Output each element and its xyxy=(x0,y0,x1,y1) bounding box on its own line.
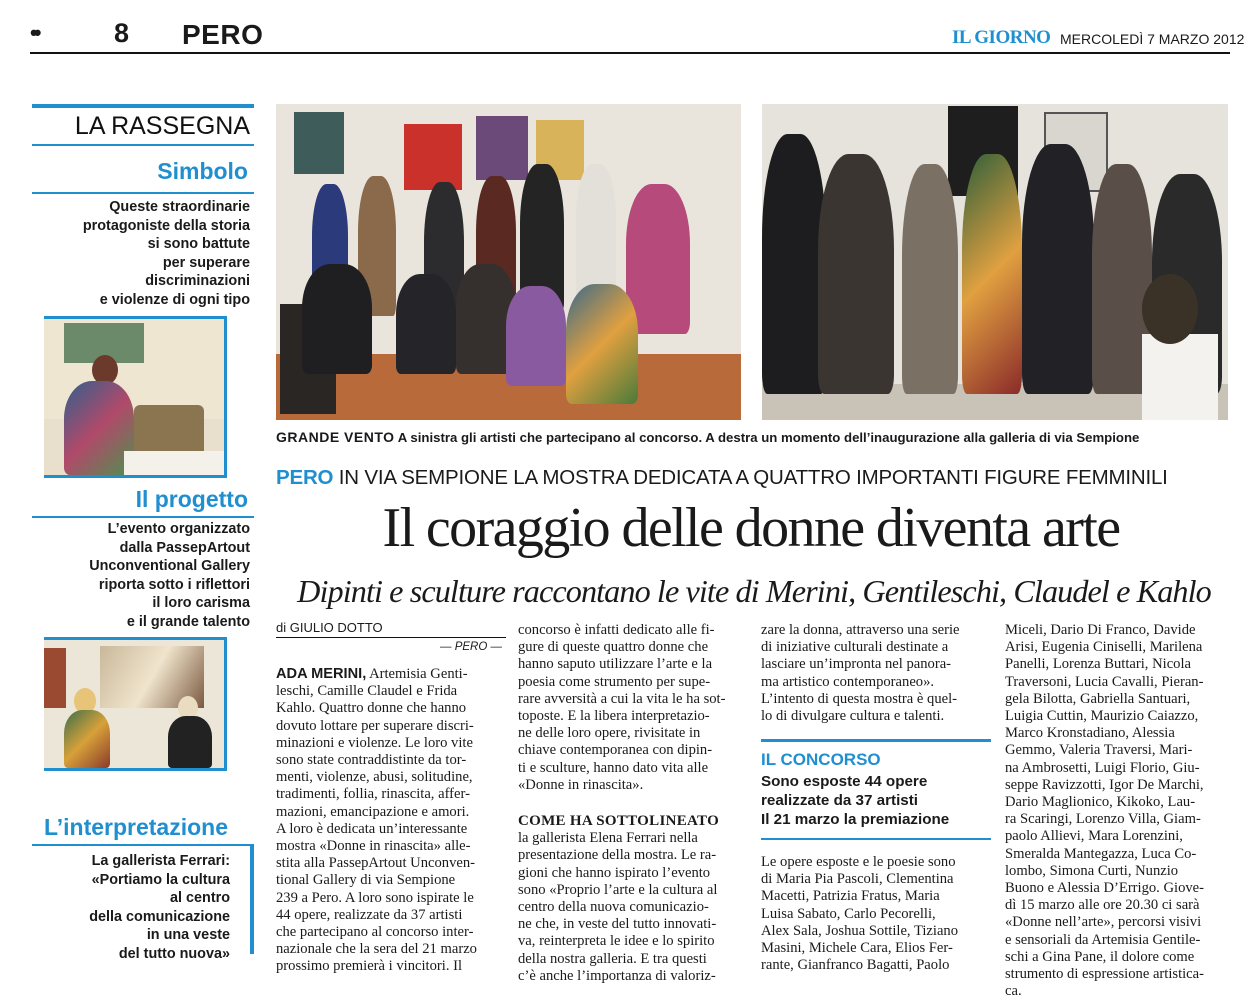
text-line: Queste straordinarie xyxy=(109,199,250,215)
text-line: tradimenti, follia, rinascita, affer- xyxy=(276,786,470,803)
text-line: ti e sculture, hanno dato vita alle xyxy=(518,759,709,776)
kicker-text: IN VIA SEMPIONE LA MOSTRA DEDICATA A QUATTRO IMPORTANTI FIGURE FEMMINILI xyxy=(338,466,1168,489)
text-line: «Donne in rinascita». xyxy=(518,776,644,793)
box-text xyxy=(761,772,991,829)
photo-person xyxy=(962,154,1022,394)
text-line: paolo Allievi, Mara Lorenzini, xyxy=(1005,828,1183,845)
text-line: di Maria Pia Pascoli, Clementina xyxy=(761,871,954,888)
text-line: si sono battute xyxy=(147,236,250,252)
text-line: rante, Gianfranco Bagatti, Paolo xyxy=(761,957,950,974)
text-line: discriminazioni xyxy=(145,273,250,289)
sidebar-text-progetto xyxy=(32,520,254,631)
text-line: lombo, Simona Curti, Nunzio xyxy=(1005,862,1179,879)
header-dots: •• xyxy=(30,20,38,45)
text-line: in una veste xyxy=(146,927,230,943)
text-line: dalla PassepArtout xyxy=(119,539,250,556)
text-line: Traversoni, Lucia Cavalli, Pieran- xyxy=(1005,673,1204,690)
subheadline: Dipinti e sculture raccontano le vite di Merini, Gentileschi, Claudel e Kahlo xyxy=(297,573,1211,609)
column-4 xyxy=(1005,622,1227,1000)
text-line: ra Scaringi, Lorenzo Villa, Giam- xyxy=(1005,811,1201,828)
sidebar-text-interpretazione xyxy=(32,852,234,963)
text-line: protagoniste della storia xyxy=(82,217,250,234)
byline: di GIULIO DOTTO xyxy=(276,620,383,635)
text-line: «Donne nell’arte», percorsi visivi xyxy=(1005,914,1202,931)
paper-name: IL GIORNO xyxy=(952,27,1051,48)
text-line: Buono e Alessia D’Errigo. Giove- xyxy=(1005,880,1205,897)
text-line: leschi, Camille Claudel e Frida xyxy=(276,683,458,700)
divider xyxy=(32,192,254,194)
text-line: Smeralda Mantegazza, Luca Co- xyxy=(1005,845,1197,862)
text-line: concorso è infatti dedicato alle fi- xyxy=(518,622,715,638)
text-line: La gallerista Ferrari: xyxy=(91,853,230,869)
sidebar-text-simbolo xyxy=(32,198,254,309)
dateline: — PERO — xyxy=(440,641,502,653)
text-line: strumento di espressione artistica- xyxy=(1005,966,1204,983)
photo-person xyxy=(1022,144,1094,394)
text-line: tional Gallery di via Sempione xyxy=(276,872,456,889)
text-line: Miceli, Dario Di Franco, Davide xyxy=(1005,622,1196,638)
text-line: poesia come strumento per supe- xyxy=(518,673,711,690)
sidebar-title-simbolo: Simbolo xyxy=(157,158,248,184)
text-line: la gallerista Elena Ferrari nella xyxy=(518,830,698,847)
kicker xyxy=(276,466,1236,490)
text-line: hanno saputo utilizzare l’arte e la xyxy=(518,656,713,673)
text-line: ca. xyxy=(1005,983,1022,1000)
text-line: che partecipano al concorso inter- xyxy=(276,924,474,941)
text-line: Arisi, Eugenia Ciniselli, Marilena xyxy=(1005,639,1203,656)
caption-label: GRANDE VENTO xyxy=(276,429,395,445)
column-3-text xyxy=(761,622,991,725)
text-line: dovuto lottare per superare discri- xyxy=(276,717,474,734)
box-top-rule xyxy=(761,739,991,742)
text-line: della nostra galleria. E tra questi xyxy=(518,950,707,967)
photo-sculpture-head xyxy=(1142,274,1198,344)
text-line: ne delle loro opere, rivisitate in xyxy=(518,725,701,742)
text-line: Artemisia Genti- xyxy=(366,666,468,682)
text-line: menti, violenze, abusi, solitudine, xyxy=(276,769,473,786)
text-line: va, reinterpreta le idee e lo spirito xyxy=(518,933,715,950)
text-line: 44 opere, realizzate da 37 artisti xyxy=(276,906,463,923)
text-line: il loro carisma xyxy=(152,595,250,611)
sidebar-photo-artist xyxy=(44,316,227,478)
page-header xyxy=(0,0,1260,62)
text-line: e il grande talento xyxy=(126,613,250,630)
box-label: IL CONCORSO xyxy=(761,750,881,769)
text-line: Il 21 marzo la premiazione xyxy=(761,811,950,828)
text-line: centro della nuova comunicazio- xyxy=(518,899,709,916)
sidebar-title-interpretazione: L’interpretazione xyxy=(43,814,228,840)
divider xyxy=(32,516,254,518)
text-line: riporta sotto i riflettori xyxy=(98,576,250,593)
column-3-continued xyxy=(761,854,991,984)
text-line: Alex Sala, Joshua Sottile, Tiziano xyxy=(761,922,959,939)
text-line: minazioni e violenze. Le loro vite xyxy=(276,734,473,751)
photo-person xyxy=(396,274,456,374)
text-line: sono state contraddistinte da tor- xyxy=(276,752,467,769)
photo-figure xyxy=(168,716,212,768)
photo-figure xyxy=(64,710,110,768)
column-3-text-b xyxy=(761,854,991,974)
text-line: toposte. E la libera interpretazio- xyxy=(518,708,710,725)
text-line: A loro è dedicata un’interessante xyxy=(276,820,468,837)
photo-person xyxy=(576,164,616,304)
text-line: Sono esposte 44 opere xyxy=(761,773,928,790)
text-line: e violenze di ogni tipo xyxy=(99,291,250,308)
text-line: Kahlo. Quattro donne che hanno xyxy=(276,700,467,717)
photo-person xyxy=(902,164,958,394)
sidebar-title-progetto: Il progetto xyxy=(135,486,248,512)
photo-inauguration xyxy=(762,104,1228,420)
column-1-text xyxy=(276,666,506,976)
text-line: Marco Kronstadiano, Alessia xyxy=(1005,725,1175,742)
text-line: zare la donna, attraverso una serie xyxy=(761,622,960,638)
text-line: lo di divulgare cultura e talenti. xyxy=(761,708,945,725)
text-line: al centro xyxy=(170,890,230,906)
photo-sculpture-plinth xyxy=(1142,334,1218,420)
text-line: 239 a Pero. A loro sono ispirate le xyxy=(276,889,474,906)
column-4-text xyxy=(1005,622,1227,1000)
photo-painting-left xyxy=(44,648,66,708)
text-line: schi a Gina Pane, il dolore come xyxy=(1005,948,1195,965)
photo-person xyxy=(302,264,372,374)
kicker-place: PERO xyxy=(276,466,334,489)
text-line: nazionale che la sera del 21 marzo xyxy=(276,941,477,958)
text-line: Dario Maglionico, Kikoko, Lau- xyxy=(1005,794,1196,811)
column-2-text xyxy=(518,622,746,985)
section-name: PERO xyxy=(182,19,264,50)
text-line: Luigia Cuttin, Maurizio Caiazzo, xyxy=(1005,708,1199,725)
headline: Il coraggio delle donne diventa arte xyxy=(382,497,1120,559)
text-line: stita alla PassepArtout Unconven- xyxy=(276,855,475,872)
text-line: seppe Ravizzotti, Igor De Marchi, xyxy=(1005,776,1204,793)
text-line: Le opere esposte e le poesie sono xyxy=(761,854,956,870)
text-line: ne che, in veste del tutto innovati- xyxy=(518,916,717,933)
photo-person xyxy=(506,286,566,386)
text-line: Unconventional Gallery xyxy=(89,558,250,574)
photo-person xyxy=(566,284,638,404)
divider xyxy=(32,844,254,846)
text-line: Macetti, Patrizia Fratus, Maria xyxy=(761,888,940,905)
text-line: L’intento di questa mostra è quel- xyxy=(761,690,958,707)
text-line: di iniziative culturali destinate a xyxy=(761,639,949,656)
photo-painting xyxy=(294,112,344,174)
text-line: mostra «Donne in rinascita» alle- xyxy=(276,838,471,855)
concorso-box xyxy=(761,739,991,833)
sidebar-heading: LA RASSEGNA xyxy=(32,104,254,144)
text-line: mazioni, emancipazione e amori. xyxy=(276,803,470,820)
box-bottom-rule xyxy=(761,838,991,840)
text-line: L’evento organizzato xyxy=(107,521,250,537)
text-line: Luisa Sabato, Carlo Pecorelli, xyxy=(761,905,936,922)
page-number: 8 xyxy=(114,18,130,48)
text-line: gure di queste quattro donne che xyxy=(518,639,709,656)
column-subhead: COME HA SOTTOLINEATO xyxy=(518,813,720,830)
text-line: Gemmo, Valeria Traversi, Mari- xyxy=(1005,742,1193,759)
text-line: ma artistico contemporaneo». xyxy=(761,673,935,690)
text-line: «Portiamo la cultura xyxy=(91,871,230,888)
lead-text: ADA MERINI, xyxy=(276,666,367,682)
photo-artists-group xyxy=(276,104,741,420)
text-line: chiave contemporanea con dipin- xyxy=(518,742,713,759)
column-1 xyxy=(276,666,506,975)
sidebar-photo-gallerist xyxy=(44,637,227,771)
text-line: e sensoriali da Artemisia Gentile- xyxy=(1005,931,1201,948)
text-line: na Ambrosetti, Luigi Florio, Giu- xyxy=(1005,759,1200,776)
text-line: prossimo premierà i vincitori. Il xyxy=(276,958,463,975)
text-line: sono «Proprio l’arte e la cultura al xyxy=(518,881,718,898)
photo-person xyxy=(626,184,690,334)
text-line: c’è anche l’importanza di valoriz- xyxy=(518,967,716,984)
photo-person xyxy=(762,134,826,394)
photo-plinth xyxy=(124,451,224,475)
text-line: del tutto nuova» xyxy=(118,945,230,962)
caption-text: A sinistra gli artisti che partecipano al concorso. A destra un momento dell’inaugurazione alla galleria di via Sempione xyxy=(397,430,1140,445)
text-line: della comunicazione xyxy=(89,908,230,925)
photo-sculpture xyxy=(134,405,204,457)
photo-painting xyxy=(476,116,528,180)
text-line: Masini, Michele Cara, Elios Fer- xyxy=(761,940,953,957)
text-line: rare avversità a cui la vita le ha sot- xyxy=(518,690,726,707)
text-line: Panelli, Lorenza Buttari, Nicola xyxy=(1005,656,1192,673)
text-line: gela Bilotta, Gabriella Santuari, xyxy=(1005,690,1191,707)
text-line: realizzate da 37 artisti xyxy=(761,792,919,809)
column-2 xyxy=(518,622,746,982)
header-rule xyxy=(30,52,1230,54)
text-line: gioni che hanno ispirato l’evento xyxy=(518,864,711,881)
photo-caption xyxy=(276,429,1236,445)
divider xyxy=(32,144,254,146)
text-line: presentazione della mostra. Le ra- xyxy=(518,847,717,864)
photo-painting xyxy=(404,124,462,190)
photo-person xyxy=(818,154,894,394)
issue-date: MERCOLEDÌ 7 MARZO 2012 xyxy=(1060,31,1245,47)
sidebar-accent-bar xyxy=(250,846,254,954)
text-line: per superare xyxy=(162,254,250,271)
text-line: dì 15 marzo alle ore 20.30 ci sarà xyxy=(1005,897,1200,914)
byline-rule xyxy=(276,637,506,638)
text-line: lasciare un’impronta nel panora- xyxy=(761,656,952,673)
sidebar xyxy=(32,104,254,962)
